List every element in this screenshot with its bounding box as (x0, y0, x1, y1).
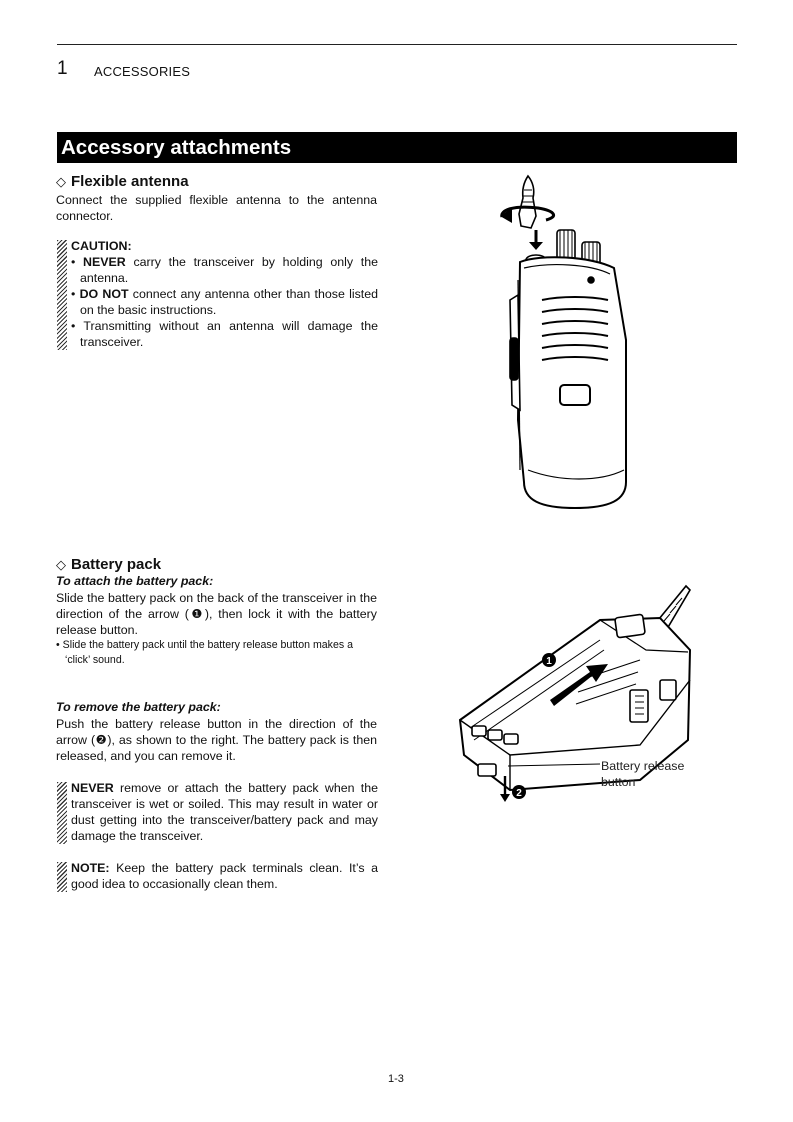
warning-stripe-icon (57, 782, 67, 844)
marker-2-label: 2 (516, 788, 522, 799)
diamond-icon: ◇ (56, 557, 66, 572)
battery-heading-text: Battery pack (71, 556, 162, 573)
antenna-heading-text: Flexible antenna (71, 173, 189, 190)
attach-subheading: To attach the battery pack: (56, 574, 214, 588)
section-title: Accessory attachments (61, 136, 292, 159)
attach-note: • Slide the battery pack until the battery release button makes a ‘click’ sound. (56, 639, 353, 666)
caution-item: • Transmitting without an antenna will damage the transceiver. (71, 319, 378, 349)
note-block: NOTE: Keep the battery pack terminals clean. It’s a good idea to occasionally clean them. (57, 860, 378, 892)
arrow-marker-1: ❶ (188, 607, 205, 621)
section-banner (57, 132, 737, 163)
caution-label: CAUTION: (71, 239, 132, 253)
transceiver-antenna-illustration (480, 170, 640, 515)
note-stripe-icon (57, 862, 67, 892)
marker-1-label: 1 (546, 656, 552, 667)
header-rule (57, 44, 737, 45)
chapter-number: 1 (57, 58, 68, 79)
chapter-title: ACCESSORIES (94, 64, 191, 79)
remove-body: Push the battery release button in the direction of the arrow (❷), as shown to the right. The battery pack is then released, and you can remove it. (56, 717, 378, 763)
caution-item: • DO NOT connect any antenna other than those listed on the basic instructions. (71, 287, 378, 317)
page-number: 1-3 (388, 1073, 404, 1085)
antenna-body: Connect the supplied flexible antenna to the antenna connector. (56, 193, 377, 223)
antenna-heading (56, 173, 189, 190)
caution-stripe-icon (57, 240, 67, 350)
arrow-marker-2: ❷ (95, 733, 108, 747)
caution-block (57, 238, 378, 350)
attach-body: Slide the battery pack on the back of the transceiver in the direction of the arrow (❶), then lock it with the battery release button. (56, 591, 377, 637)
never-block: NEVER remove or attach the battery pack when the transceiver is wet or soiled. This may result in water or dust getting into the transceiver/battery pack and may damage the transceiver. (57, 780, 378, 844)
battery-heading (56, 556, 161, 573)
caution-item: • NEVER carry the transceiver by holding only the antenna. (71, 255, 378, 285)
remove-subheading: To remove the battery pack: (56, 700, 221, 714)
battery-release-callout: Battery release button (601, 759, 685, 789)
diamond-icon: ◇ (56, 174, 66, 189)
